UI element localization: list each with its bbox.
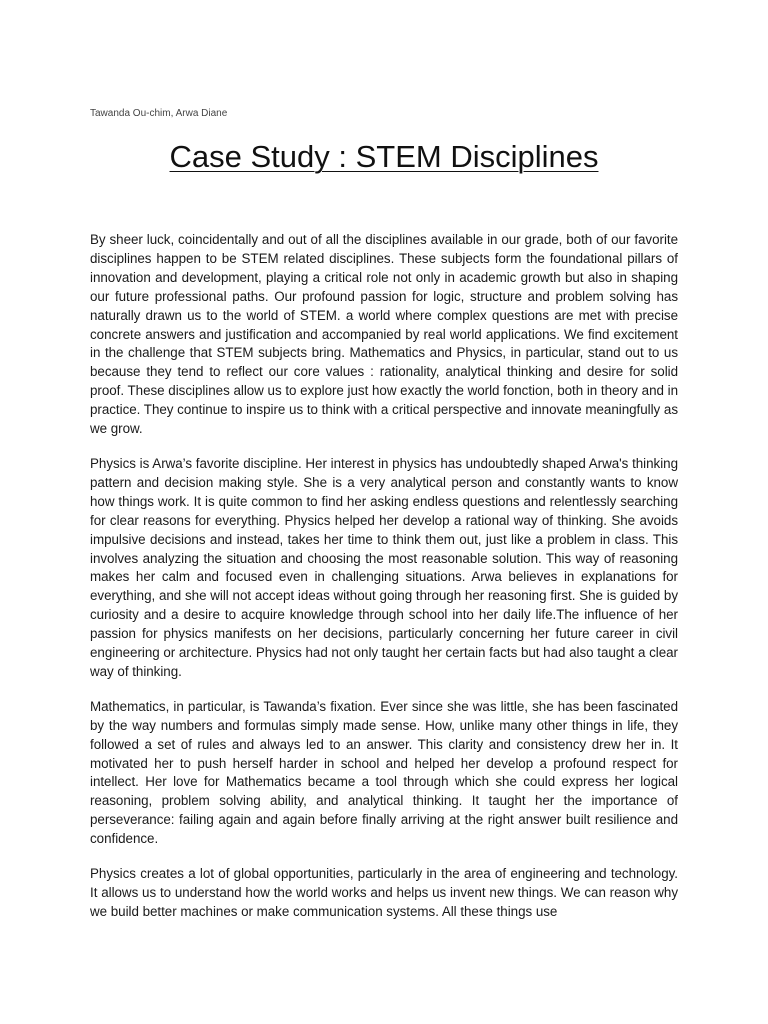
paragraph-opportunities: Physics creates a lot of global opportunities, particularly in the area of engineering and technology. It allows us to understand how the world works and helps us invent new things. We can reason why we build better machines or make communication systems. All these things use: [90, 866, 678, 919]
document-body: [90, 231, 678, 938]
paragraph-mathematics: Mathematics, in particular, is Tawanda’s fixation. Ever since she was little, she has been fascinated by the way numbers and formulas simply made sense. How, unlike many other things in life, they followed a set of rules and always led to an answer. This clarity and consistency drew her in. It motivated her to push herself harder in school and helped her develop a profound respect for intellect. Her love for Mathematics became a tool through which she could express her logical reasoning, problem solving ability, and analytical thinking. It taught her the importance of perseverance: failing again and again before finally arriving at the right answer built resilience and confidence.: [90, 698, 678, 847]
author-line: Tawanda Ou-chim, Arwa Diane: [90, 108, 228, 119]
paragraph-physics: Physics is Arwa’s favorite discipline. Her interest in physics has undoubtedly shaped Arwa's thinking pattern and decision making style. She is a very analytical person and constantly wants to know how things work. It is quite common to find her asking endless questions and relentlessly searching for clear reasons for everything. Physics helped her develop a rational way of thinking. She avoids impulsive decisions and instead, takes her time to think them out, just like a problem in class. This involves analyzing the situation and choosing the most reasonable solution. This way of reasoning makes her calm and focused even in challenging situations. Arwa believes in explanations for everything, and she will not accept ideas without going through her reasoning first. She is guided by curiosity and a desire to acquire knowledge through school into her daily life.The influence of her passion for physics manifests on her decisions, particularly concerning her future career in civil engineering or architecture. Physics had not only taught her certain facts but had also taught a clear way of thinking.: [90, 455, 678, 679]
document-title: Case Study : STEM Disciplines: [169, 139, 599, 174]
paragraph-intro: By sheer luck, coincidentally and out of all the disciplines available in our grade, both of our favorite disciplines happen to be STEM related disciplines. These subjects form the foundational pillars of innovation and development, playing a critical role not only in academic growth but also in shaping our future professional paths. Our profound passion for logic, structure and problem solving has naturally drawn us to the world of STEM. a world where complex questions are met with precise concrete answers and justification and accompanied by real world applications. We find excitement in the challenge that STEM subjects bring. Mathematics and Physics, in particular, stand out to us because they tend to reflect our core values : rationality, analytical thinking and desire for solid proof. These disciplines allow us to explore just how exactly the world fonction, both in theory and in practice. They continue to inspire us to think with a critical perspective and innovate meaningfully as we grow.: [90, 232, 678, 437]
